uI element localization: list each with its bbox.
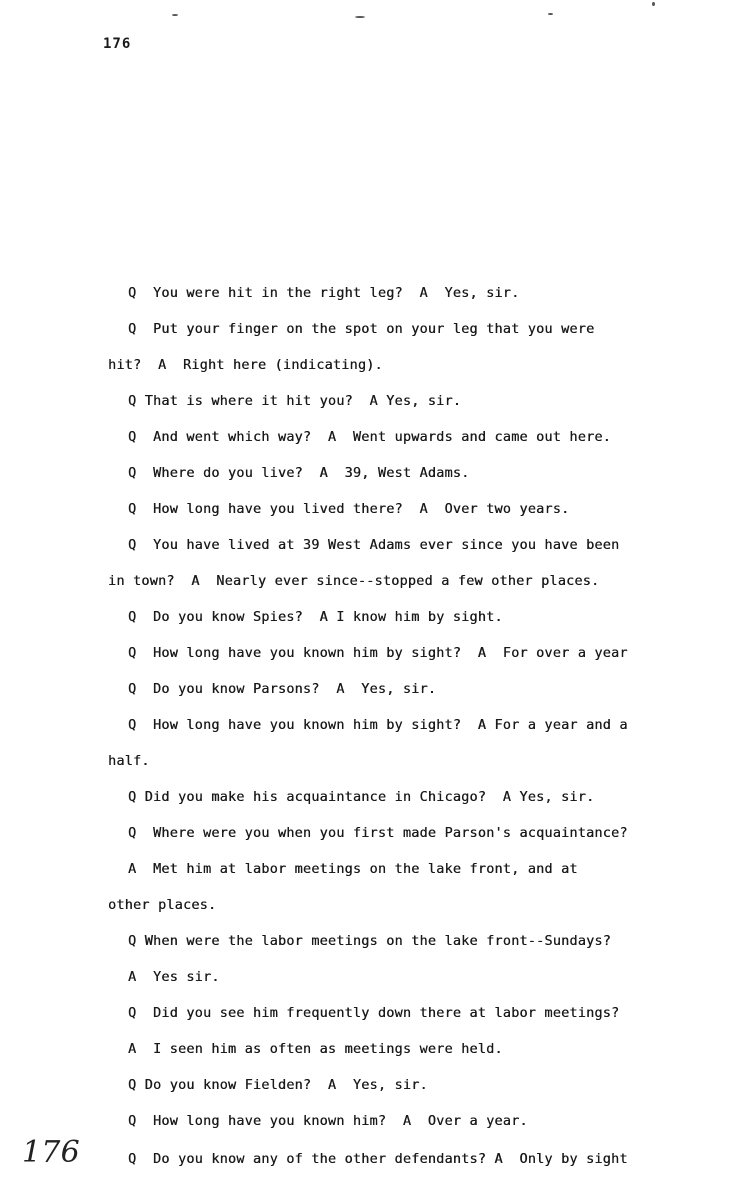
handwritten-page-number: 176 <box>22 1135 80 1170</box>
transcript-line: Q Do you know Parsons? A Yes, sir. <box>128 681 437 697</box>
transcript-line: in town? A Nearly ever since--stopped a few other places. <box>108 573 600 589</box>
scan-speck <box>172 14 178 16</box>
transcript-line: other places. <box>108 897 217 913</box>
transcript-line: Q That is where it hit you? A Yes, sir. <box>128 393 462 409</box>
scan-speck <box>652 2 655 6</box>
transcript-line: Q How long have you known him by sight? A For over a year <box>128 645 628 661</box>
page-number: 176 <box>103 36 132 52</box>
transcript-line: Q How long have you known him? A Over a year. <box>128 1113 528 1129</box>
transcript-line: Q Put your finger on the spot on your leg that you were <box>128 321 595 337</box>
transcript-line: Q You were hit in the right leg? A Yes, sir. <box>128 285 520 301</box>
scan-speck <box>355 16 365 18</box>
transcript-line: Q When were the labor meetings on the lake front--Sundays? <box>128 933 612 949</box>
transcript-line: Q Do you know Spies? A I know him by sight. <box>128 609 503 625</box>
transcript-line: Q How long have you known him by sight? A For a year and a <box>128 717 628 733</box>
transcript-line: A Met him at labor meetings on the lake front, and at <box>128 861 578 877</box>
transcript-line: Q And went which way? A Went upwards and came out here. <box>128 429 612 445</box>
transcript-line: Q Where were you when you first made Parson's acquaintance? <box>128 825 628 841</box>
transcript-line: Q You have lived at 39 West Adams ever since you have been <box>128 537 620 553</box>
transcript-line: Q Did you make his acquaintance in Chicago? A Yes, sir. <box>128 789 595 805</box>
transcript-line: Q Did you see him frequently down there at labor meetings? <box>128 1005 620 1021</box>
transcript-line: A I seen him as often as meetings were held. <box>128 1041 503 1057</box>
transcript-line: hit? A Right here (indicating). <box>108 357 383 373</box>
transcript-line: Q Do you know any of the other defendants? A Only by sight <box>128 1151 628 1167</box>
transcript-line: Q Do you know Fielden? A Yes, sir. <box>128 1077 428 1093</box>
transcript-line: A Yes sir. <box>128 969 220 985</box>
scan-speck <box>548 13 553 15</box>
transcript-line: Q How long have you lived there? A Over two years. <box>128 501 570 517</box>
transcript-line: half. <box>108 753 150 769</box>
transcript-line: Q Where do you live? A 39, West Adams. <box>128 465 470 481</box>
